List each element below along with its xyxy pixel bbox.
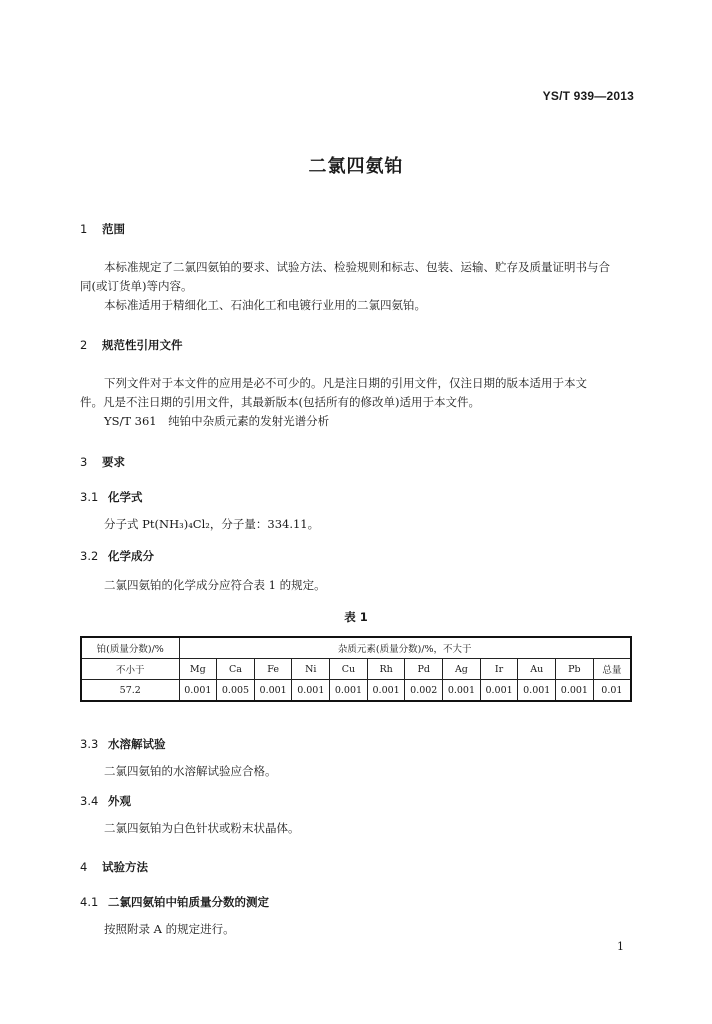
- section-3-4-heading: [80, 793, 131, 809]
- section-3-3-heading: [80, 736, 166, 752]
- impurity-value: 0.001: [367, 680, 405, 702]
- section-4-heading: [80, 859, 148, 875]
- element-header: Pd: [405, 659, 443, 680]
- pt-header-bottom: 不小于: [81, 659, 179, 680]
- element-header: Ca: [217, 659, 255, 680]
- impurity-value: 0.001: [330, 680, 368, 702]
- impurity-value: 0.001: [254, 680, 292, 702]
- section-3-4-title: 外观: [108, 794, 131, 808]
- section-3-3-number: 3.3: [80, 737, 99, 751]
- standard-number: YS/T 939—2013: [542, 89, 634, 103]
- impurity-value: 0.001: [480, 680, 518, 702]
- section-3-2-heading: [80, 548, 154, 564]
- section-3-1-number: 3.1: [80, 490, 99, 504]
- pt-value: 57.2: [81, 680, 179, 702]
- table-1-caption: 表 1: [344, 610, 368, 624]
- impurity-value: 0.001: [292, 680, 330, 702]
- section-3-4-number: 3.4: [80, 794, 99, 808]
- section-3-title: 要求: [102, 455, 125, 469]
- table-1: [80, 636, 632, 702]
- section-2-title: 规范性引用文件: [102, 338, 183, 352]
- section-1-heading: [80, 221, 125, 237]
- section-1-paragraph-1a: 本标准规定了二氯四氨铂的要求、试验方法、检验规则和标志、包装、运输、贮存及质量证明书与合: [104, 260, 610, 274]
- section-3-3-text: 二氯四氨铂的水溶解试验应合格。: [104, 764, 277, 778]
- section-3-1-text: 分子式 Pt(NH₃)₄Cl₂，分子量：334.11。: [104, 517, 320, 531]
- section-4-1-title: 二氯四氨铂中铂质量分数的测定: [108, 895, 269, 909]
- section-2-paragraph-1a: 下列文件对于本文件的应用是必不可少的。凡是注日期的引用文件，仅注日期的版本适用于本文: [104, 376, 587, 390]
- element-header: Cu: [330, 659, 368, 680]
- element-header: Fe: [254, 659, 292, 680]
- element-header: Rh: [367, 659, 405, 680]
- section-3-4-text: 二氯四氨铂为白色针状或粉末状晶体。: [104, 821, 300, 835]
- impurity-value: 0.002: [405, 680, 443, 702]
- impurity-value: 0.001: [518, 680, 556, 702]
- element-header: 总量: [593, 659, 631, 680]
- element-header: Ni: [292, 659, 330, 680]
- section-3-heading: [80, 454, 125, 470]
- pt-header-top: 铂(质量分数)/%: [81, 637, 179, 659]
- section-3-2-text: 二氯四氨铂的化学成分应符合表 1 的规定。: [104, 578, 326, 592]
- section-4-1-text: 按照附录 A 的规定进行。: [104, 922, 235, 936]
- section-3-number: 3: [80, 455, 88, 469]
- impurity-value: 0.001: [179, 680, 217, 702]
- impurity-value: 0.001: [556, 680, 594, 702]
- impurity-value: 0.01: [593, 680, 631, 702]
- section-2-number: 2: [80, 338, 88, 352]
- section-3-2-number: 3.2: [80, 549, 99, 563]
- section-1-title: 范围: [102, 222, 125, 236]
- section-4-number: 4: [80, 860, 88, 874]
- impurity-value: 0.005: [217, 680, 255, 702]
- section-1-number: 1: [80, 222, 88, 236]
- section-4-1-number: 4.1: [80, 895, 99, 909]
- section-1-paragraph-1b: 同(或订货单)等内容。: [80, 279, 193, 293]
- element-header: Pb: [556, 659, 594, 680]
- section-2-heading: [80, 337, 183, 353]
- section-3-3-title: 水溶解试验: [108, 737, 166, 751]
- section-3-1-heading: [80, 489, 143, 505]
- element-header: Ag: [443, 659, 481, 680]
- impurity-header: 杂质元素(质量分数)/%，不大于: [179, 637, 631, 659]
- section-4-title: 试验方法: [102, 860, 148, 874]
- element-header: Mg: [179, 659, 217, 680]
- section-2-paragraph-1b: 件。凡是不注日期的引用文件，其最新版本(包括所有的修改单)适用于本文件。: [80, 395, 480, 409]
- document-title: 二氯四氨铂: [308, 156, 404, 177]
- impurity-value: 0.001: [443, 680, 481, 702]
- element-header: Au: [518, 659, 556, 680]
- page-number: 1: [617, 940, 624, 953]
- section-3-2-title: 化学成分: [108, 549, 154, 563]
- section-3-1-title: 化学式: [108, 490, 143, 504]
- section-1-paragraph-2: 本标准适用于精细化工、石油化工和电镀行业用的二氯四氨铂。: [104, 298, 426, 312]
- section-4-1-heading: [80, 894, 269, 910]
- element-header: Ir: [480, 659, 518, 680]
- section-2-reference: YS/T 361 纯铂中杂质元素的发射光谱分析: [104, 414, 330, 428]
